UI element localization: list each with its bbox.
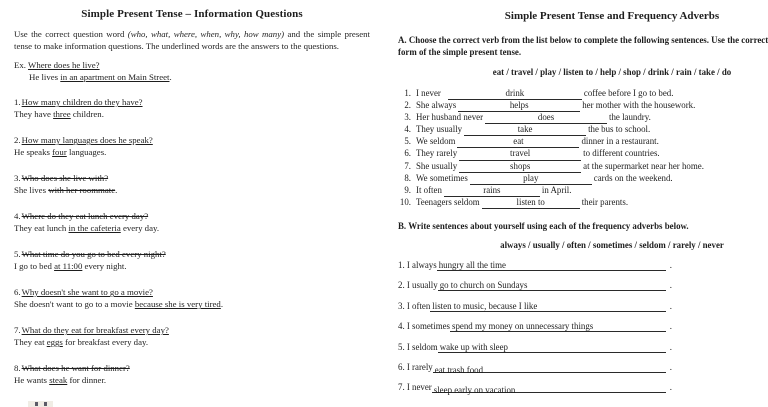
answer-line — [437, 260, 666, 271]
answer-prefix: They eat lunch — [14, 223, 69, 234]
sentence-suffix: the bus to school. — [588, 124, 651, 135]
question-item — [14, 248, 370, 272]
answer-suffix: every night. — [82, 261, 127, 272]
answer-suffix: for dinner. — [67, 375, 107, 386]
sentence-number: 8. — [404, 172, 411, 183]
written-answer: eat trash food — [434, 364, 484, 375]
question-number: 3. — [14, 173, 21, 184]
section-a-instructions — [398, 34, 768, 58]
answer-fill: steak — [49, 375, 68, 386]
sentence-prefix: She always — [416, 100, 457, 111]
question-text: What does he want for dinner? — [21, 363, 130, 374]
answer-blank — [458, 100, 580, 112]
blank-answer: shops — [510, 160, 531, 171]
answer-blank — [482, 197, 580, 209]
sentence-number: 4. — [404, 124, 411, 135]
sentence-prefix: 4. I sometimes — [398, 321, 451, 332]
answer-line — [14, 222, 370, 234]
answer-line — [14, 184, 370, 196]
right-page-title: Simple Present Tense and Frequency Adverbs — [504, 10, 720, 22]
sentence-suffix: to different countries. — [583, 148, 660, 159]
section-b-instructions: B. Write sentences about yourself using each of the frequency adverbs below. — [398, 220, 689, 231]
question-number: 1. — [14, 97, 21, 108]
sentence-prefix: 2. I usually — [398, 280, 438, 291]
sentence-prefix: 5. I seldom — [398, 341, 438, 352]
section-b-list — [398, 259, 768, 396]
answer-prefix: I go to bed — [14, 261, 55, 272]
written-sentence — [398, 321, 672, 332]
example-question-line — [14, 60, 370, 72]
sentence-number: 3. — [404, 112, 411, 123]
answer-line — [14, 260, 370, 272]
question-line — [14, 96, 370, 108]
written-sentence — [398, 280, 672, 291]
worksheet-page-left — [0, 0, 384, 400]
answer-line — [433, 362, 666, 373]
question-item — [14, 134, 370, 158]
question-number: 2. — [14, 135, 21, 146]
answer-line — [438, 280, 666, 291]
blank-answer: drink — [505, 88, 525, 98]
answer-suffix: every day. — [120, 223, 160, 234]
left-page-title: Simple Present Tense – Information Questions — [81, 8, 303, 20]
question-item — [14, 362, 370, 386]
answer-line — [450, 321, 666, 332]
sentence-number: 7. — [404, 160, 411, 171]
sentence-period: . — [669, 280, 672, 291]
written-answer: sleep early on vacation — [433, 385, 516, 396]
section-a-instructions-line1: A. Choose the correct verb from the list below to complete the following sentences. Use the correct — [398, 35, 768, 45]
answer-fill: three — [53, 109, 71, 120]
sentence-prefix: It often — [416, 184, 442, 195]
fill-in-sentence — [398, 161, 768, 173]
sentence-period: . — [669, 361, 672, 372]
written-sentence — [398, 342, 672, 353]
sentence-prefix: 1. I always — [398, 259, 437, 270]
answer-line — [14, 374, 370, 386]
fill-in-sentence — [398, 197, 768, 209]
answer-fill: with her roommate — [48, 185, 116, 196]
sentence-suffix: their parents. — [581, 196, 629, 207]
blank-answer: travel — [510, 148, 531, 159]
sentence-prefix: 3. I often — [398, 300, 431, 311]
answer-fill: at 11:00 — [54, 261, 83, 272]
instructions-text-after: and the simple present tense to make information questions. The underlined words are the answers to the questions. — [14, 29, 371, 51]
answer-line — [430, 301, 665, 312]
written-answer: wake up with sleep — [439, 341, 508, 352]
sentence-prefix: 7. I never — [398, 382, 432, 393]
fill-in-sentence — [398, 100, 768, 112]
answer-prefix: He speaks — [14, 147, 53, 158]
answer-suffix: . — [220, 299, 224, 310]
answer-blank — [485, 112, 607, 124]
question-line — [14, 172, 370, 184]
sentence-number: 5. — [404, 136, 411, 147]
blank-answer: rains — [483, 184, 501, 195]
fill-in-sentence — [398, 124, 768, 136]
sentence-prefix: We seldom — [416, 136, 456, 147]
answer-prefix: She lives — [14, 185, 49, 196]
fragment-text-mark — [35, 402, 38, 406]
sentence-period: . — [669, 300, 672, 311]
answer-blank — [459, 161, 581, 173]
sentence-period: . — [669, 341, 672, 352]
answer-blank — [448, 88, 582, 100]
sentence-prefix: We sometimes — [416, 172, 468, 183]
answer-prefix: He wants — [14, 375, 50, 386]
answer-line — [14, 146, 370, 158]
question-number: 6. — [14, 287, 21, 298]
blank-answer: helps — [509, 100, 529, 111]
answer-prefix: They have — [14, 109, 54, 120]
answer-line — [14, 298, 370, 310]
fill-in-sentence — [398, 148, 768, 160]
sentence-suffix: the laundry. — [609, 112, 651, 123]
sentence-prefix: She usually — [416, 160, 458, 171]
answer-fill: four — [52, 147, 67, 158]
answer-suffix: languages. — [66, 147, 107, 158]
example-answer-prefix: He lives — [29, 71, 61, 82]
question-text: How many languages does he speak? — [21, 135, 153, 146]
sentence-suffix: her mother with the housework. — [582, 100, 696, 111]
question-text: Why doesn't she want to go a movie? — [21, 287, 153, 298]
answer-line — [438, 342, 666, 353]
written-answer: spend my money on unnecessary things — [452, 321, 594, 332]
answer-fill: in the cafeteria — [68, 223, 121, 234]
question-words-list: (who, what, where, when, why, how many) — [127, 29, 285, 39]
answer-suffix: children. — [70, 109, 104, 120]
question-list — [14, 96, 370, 386]
example-question: Where does he live? — [28, 60, 100, 70]
sentence-prefix: Her husband never — [416, 112, 484, 123]
answer-blank — [457, 136, 579, 148]
answer-suffix: for breakfast every day. — [62, 337, 149, 348]
question-item — [14, 210, 370, 234]
question-text: What time do you go to bed every night? — [21, 249, 166, 260]
answer-blank — [470, 173, 592, 185]
sentence-number: 2. — [404, 100, 411, 111]
sentence-period: . — [669, 321, 672, 332]
answer-fill: because she is very tired — [134, 299, 221, 310]
sentence-suffix: coffee before I go to bed. — [583, 88, 674, 98]
sentence-suffix: at the supermarket near her home. — [583, 160, 704, 171]
answer-line — [14, 336, 370, 348]
sentence-number: 1. — [404, 88, 411, 98]
written-sentence — [398, 362, 672, 373]
instructions-text: Use the correct question word — [14, 29, 128, 39]
answer-suffix: . — [115, 185, 118, 196]
answer-blank — [444, 185, 540, 197]
question-item — [14, 172, 370, 196]
question-text: Who does she live with? — [21, 173, 109, 184]
answer-line — [432, 382, 666, 396]
answer-blank — [464, 124, 586, 136]
fragment-text-mark — [44, 402, 47, 406]
written-answer: listen to music, because I like — [432, 300, 538, 311]
fill-in-sentence — [398, 88, 768, 100]
question-number: 5. — [14, 249, 21, 260]
question-line — [14, 286, 370, 298]
written-answer: hungry all the time — [438, 259, 506, 270]
section-a-list — [398, 88, 768, 209]
blank-answer: take — [517, 124, 533, 135]
worksheet-page-right — [384, 0, 768, 403]
sentence-number: 6. — [404, 148, 411, 159]
sentence-period: . — [669, 259, 672, 270]
sentence-number: 9. — [404, 184, 411, 195]
sentence-period: . — [669, 382, 672, 393]
verb-bank: eat / travel / play / listen to / help / shop / drink / rain / take / do — [492, 67, 732, 77]
question-number: 7. — [14, 325, 21, 336]
sentence-prefix: 6. I rarely — [398, 361, 433, 372]
sentence-prefix: Teenagers seldom — [416, 196, 480, 207]
written-sentence — [398, 301, 672, 312]
sentence-prefix: I never — [416, 88, 441, 98]
example-block — [14, 60, 370, 83]
answer-prefix: She doesn't want to go to a movie — [14, 299, 135, 310]
sentence-suffix: cards on the weekend. — [593, 172, 673, 183]
question-text: Where do they eat lunch every day? — [21, 211, 149, 222]
sentence-suffix: dinner in a restaurant. — [581, 136, 659, 147]
question-line — [14, 324, 370, 336]
answer-line — [14, 108, 370, 120]
fill-in-sentence — [398, 173, 768, 185]
question-item — [14, 286, 370, 310]
example-label: Ex. — [14, 60, 29, 70]
sentence-suffix: in April. — [541, 184, 572, 195]
question-number: 4. — [14, 211, 21, 222]
sentence-prefix: They usually — [416, 124, 463, 135]
answer-prefix: They eat — [14, 337, 47, 348]
fill-in-sentence — [398, 185, 768, 197]
question-item — [14, 324, 370, 348]
question-text: What do they eat for breakfast every day? — [21, 325, 169, 336]
answer-fill: eggs — [46, 337, 63, 348]
example-answer-fill: in an apartment on Main Street — [60, 71, 170, 82]
fill-in-sentence — [398, 136, 768, 148]
section-a-instructions-line2: form of the simple present tense. — [398, 47, 522, 57]
blank-answer: does — [537, 112, 555, 123]
blank-answer: play — [523, 172, 539, 183]
sentence-prefix: They rarely — [416, 148, 458, 159]
sentence-number: 10. — [399, 196, 411, 207]
question-text: How many children do they have? — [21, 97, 143, 108]
question-item — [14, 96, 370, 120]
blank-answer: listen to — [516, 196, 545, 207]
written-answer: go to church on Sundays — [439, 280, 528, 291]
question-number: 8. — [14, 363, 21, 374]
question-line — [14, 210, 370, 222]
adverb-bank: always / usually / often / sometimes / seldom / rarely / never — [500, 239, 724, 250]
blank-answer: eat — [513, 136, 524, 147]
next-page-fragment — [28, 401, 53, 407]
example-answer-line — [14, 72, 370, 84]
fill-in-sentence — [398, 112, 768, 124]
question-line — [14, 134, 370, 146]
example-answer-suffix: . — [169, 71, 172, 82]
left-instructions — [14, 29, 370, 52]
answer-blank — [459, 148, 581, 160]
question-line — [14, 248, 370, 260]
question-line — [14, 362, 370, 374]
written-sentence — [398, 382, 672, 396]
written-sentence — [398, 260, 672, 271]
